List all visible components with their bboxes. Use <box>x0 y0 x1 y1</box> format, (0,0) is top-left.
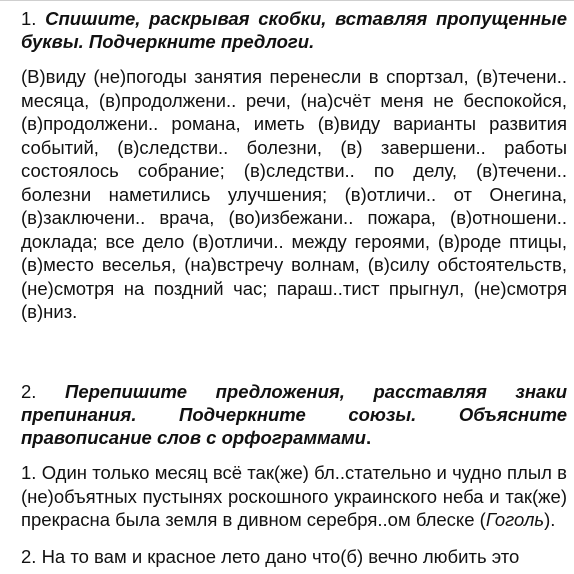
task-1-heading <box>21 7 567 53</box>
task-1-instruction: Спишите, раскрывая скобки, вставляя пропущенные буквы. Подчеркните предлоги. <box>21 8 568 52</box>
task-1-number-suffix: . <box>31 8 46 29</box>
task-2-item-1-text: 1. Один только месяц всё так(же) бл..стательно и чудно плыл в (не)объятных пустынях роскошного украинского неба и так(же) прекрасна была земля в дивном серебря..ом блеске ( <box>21 462 567 530</box>
task-2-item-2 <box>21 545 567 569</box>
top-divider <box>0 0 574 1</box>
task-2-item-1-author: Гоголь <box>485 509 545 530</box>
task-2-heading <box>21 380 567 449</box>
task-1-number: 1 <box>21 8 32 29</box>
task-2-item-1-tail: ). <box>544 509 556 530</box>
task-2-instruction-end: . <box>365 427 372 448</box>
task-2 <box>21 380 567 568</box>
task-2-item-1 <box>21 461 567 532</box>
task-2-number-suffix: . <box>31 381 66 402</box>
task-2-item-2-text: 2. На то вам и красное лето дано что(б) вечно любить это <box>21 545 520 567</box>
task-2-number: 2 <box>21 381 32 402</box>
task-1 <box>21 7 567 324</box>
task-1-text: (В)виду (не)погоды занятия перенесли в спортзал, (в)течени.. месяца, (в)продолжени.. речи, (на)счёт меня не беспокойся, (в)продолжени.. романа, иметь (в)виду варианты развития событий, (в)следстви.. болезни, (в) завершени.. работы состоялось собрание; (в)следстви.. по делу, (в)течени.. болезни наметились улучшения; (в)отличи.. от Онегина, (в)заключени.. врача, (во)избежани.. пожара, (в)отношени.. доклада; все дело (в)отличи.. между героями, (в)роде птицы, (в)место веселья, (на)встречу волнам, (в)силу обстоятельств, (не)смотря на поздний час; параш..тист прыгнул, (не)смотря (в)низ. <box>21 66 567 322</box>
task-2-instruction: Перепишите предложения, расставляя знаки препинания. Подчеркните союзы. Объясните правописание слов с орфограммами <box>21 381 568 448</box>
